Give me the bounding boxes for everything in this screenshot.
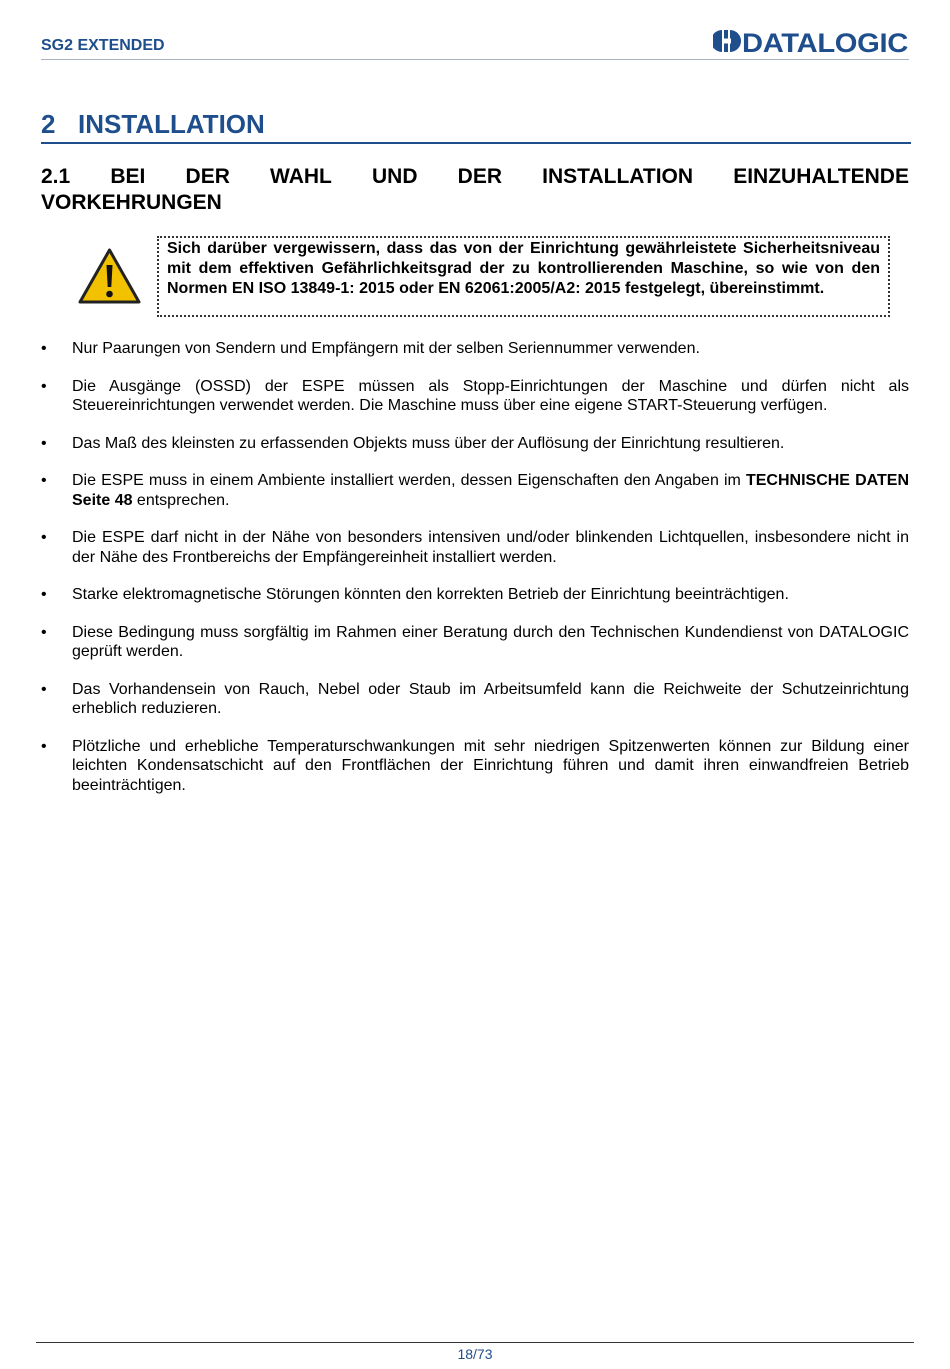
list-item-text: Diese Bedingung muss sorgfältig im Rahmen einer Beratung durch den Technischen Kundendienst von DATALOGIC geprüft werden.: [72, 623, 909, 660]
list-item: [41, 339, 909, 359]
subsection-title-line2: VORKEHRUNGEN: [41, 191, 222, 214]
precautions-list: [41, 339, 909, 813]
bullet-icon: •: [41, 377, 47, 395]
list-item: [41, 680, 909, 719]
list-item: [41, 737, 909, 796]
bullet-icon: •: [41, 472, 47, 489]
section-number: 2: [41, 109, 56, 139]
list-item-text: Nur Paarungen von Sendern und Empfängern mit der selben Seriennummer verwenden.: [72, 340, 700, 357]
subsection-word: BEI: [110, 165, 146, 188]
list-item-text: Plötzliche und erhebliche Temperaturschwankungen mit sehr niedrigen Spitzenwerten können zur Bildung einer leichten Kondensatschicht auf den Frontflächen der Einrichtung führen und damit ihren einwandfreien Betrieb beeinträchtigen.: [72, 737, 909, 794]
list-item: [41, 528, 909, 567]
list-item: [41, 585, 909, 605]
bullet-icon: •: [41, 623, 47, 641]
subsection-title-line1: [41, 164, 909, 190]
page-number: 18/73: [457, 1346, 493, 1362]
warning-box: [157, 236, 890, 317]
subsection-word: EINZUHALTENDE: [733, 165, 909, 188]
list-item-text: Die ESPE muss in einem Ambiente installiert werden, dessen Eigenschaften den Angaben im: [72, 472, 746, 489]
list-item: [41, 434, 909, 454]
bullet-icon: •: [41, 529, 47, 546]
bullet-icon: •: [41, 340, 47, 357]
list-item-text: Die ESPE darf nicht in der Nähe von besonders intensiven und/oder blinkenden Lichtquellen, insbesondere nicht in der Nähe des Frontbereichs der Empfängereinheit installiert werden.: [72, 529, 909, 566]
subsection-word: WAHL: [270, 165, 332, 188]
cross-reference-link[interactable]: TECHNISCHE DATEN Seite 48: [72, 472, 910, 509]
list-item: [41, 623, 909, 662]
bullet-icon: •: [41, 737, 47, 755]
list-item-text: Starke elektromagnetische Störungen könnten den korrekten Betrieb der Einrichtung beeinträchtigen.: [72, 586, 789, 603]
section-title: INSTALLATION: [78, 109, 265, 139]
warning-triangle-icon: [78, 248, 141, 304]
subsection-word: DER: [457, 165, 503, 188]
logo-text: DATALOGIC: [742, 28, 908, 56]
list-item: [41, 377, 909, 416]
section-heading: [41, 109, 911, 144]
subsection-word: UND: [372, 165, 418, 188]
list-item-text: Das Maß des kleinsten zu erfassenden Objekts muss über der Auflösung der Einrichtung resultieren.: [72, 434, 785, 452]
datalogic-logo: [713, 26, 909, 56]
warning-text: Sich darüber vergewissern, dass das von der Einrichtung gewährleistete Sicherheitsniveau mit dem effektiven Gefährlichkeitsgrad der zu kontrollierenden Maschine, so wie von den Normen EN ISO 13849-1: 2015 oder EN 62061:2005/A2: 2015 festgelegt, übereinstimmt.: [167, 240, 880, 297]
bullet-icon: •: [41, 680, 47, 698]
bullet-icon: •: [41, 434, 47, 452]
subsection-word: INSTALLATION: [542, 165, 694, 188]
list-item-text: Das Vorhandensein von Rauch, Nebel oder Staub im Arbeitsumfeld kann die Reichweite der Schutzeinrichtung erheblich reduzieren.: [72, 680, 909, 717]
list-item-text: Die Ausgänge (OSSD) der ESPE müssen als Stopp-Einrichtungen der Maschine und dürfen nicht als Steuereinrichtungen verwendet werden. Die Maschine muss über eine eigene START-Steuerung verfügen.: [72, 377, 909, 414]
subsection-word: DER: [185, 165, 230, 188]
subsection-heading: [41, 164, 909, 216]
document-title: SG2 EXTENDED: [41, 37, 165, 54]
bullet-icon: •: [41, 586, 47, 603]
list-item: [41, 471, 909, 510]
subsection-number: 2.1: [41, 165, 71, 188]
list-item-text: entsprechen.: [132, 491, 230, 509]
page-header: [41, 26, 909, 60]
footer-rule: [36, 1342, 914, 1343]
